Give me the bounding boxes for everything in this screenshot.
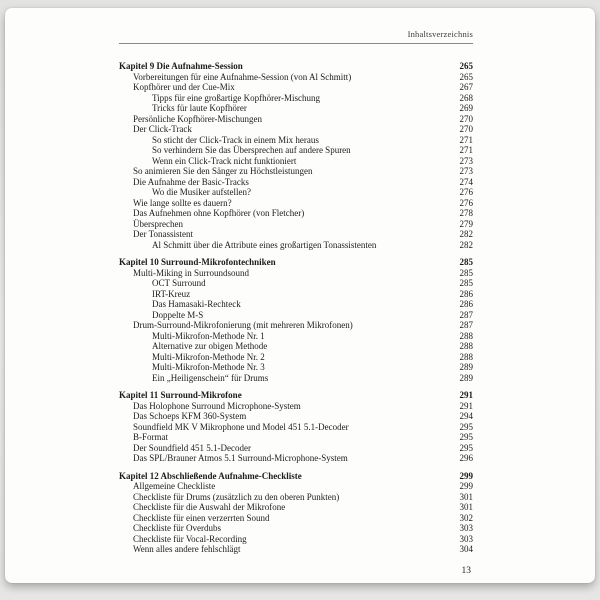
toc-entry-page-ref: 295 [459,432,473,442]
toc-entry-page-ref: 294 [459,411,473,421]
toc-entry-page-ref: 303 [459,523,473,533]
toc-entry-title: Wenn alles andere fehlschlägt [133,544,241,554]
toc-entry-row [119,523,473,534]
toc-entry-row [119,320,473,331]
toc-entry-row [119,422,473,433]
toc-entry-row [119,299,473,310]
toc-chapter-page-ref: 265 [459,61,473,71]
toc-entry-title: Checkliste für die Auswahl der Mikrofone [133,502,286,512]
toc-entry-title: Multi-Miking in Surroundsound [133,267,250,278]
toc-entry-row [119,432,473,443]
toc-entry-title: Das Hamasaki-Rechteck [152,299,241,309]
toc-entry-page-ref: 299 [459,481,473,491]
toc-entry-title: OCT Surround [152,278,206,288]
toc-entry-page-ref: 287 [459,309,473,320]
toc-entry-title: Allgemeine Checkliste [133,481,216,491]
toc-entry-page-ref: 270 [459,113,473,124]
toc-entry-row [119,401,473,412]
toc-entry-row [119,135,473,146]
toc-entry-page-ref: 285 [459,267,473,278]
toc-entry-page-ref: 295 [459,421,473,432]
toc-entry-row [119,373,473,384]
toc-entry-row [119,114,473,125]
toc-entry-page-ref: 271 [459,145,473,155]
toc-entry-row [119,156,473,167]
toc-entry-row [119,240,473,251]
toc-entry-row [119,124,473,135]
page-number: 13 [461,566,471,576]
toc-entry-row [119,443,473,454]
toc-entry-title: Der Soundfield 451 5.1-Decoder [133,442,251,453]
toc-entry-row [119,362,473,373]
toc-entry-page-ref: 289 [459,372,473,383]
toc-entry-title: Wo die Musiker aufstellen? [152,187,251,197]
toc-entry-page-ref: 278 [459,208,473,218]
toc-entry-title: B-Format [133,432,168,442]
toc-entry-page-ref: 301 [459,491,473,502]
toc-entry-title: Checkliste für Overdubs [133,523,221,533]
toc-entry-title: Das Holophone Surround Microphone-System [133,400,301,411]
toc-entry-page-ref: 279 [459,218,473,229]
running-header-title: Inhaltsverzeichnis [407,29,473,39]
toc-entry-page-ref: 276 [459,187,473,197]
toc-entry-row [119,502,473,513]
toc-entry-title: Checkliste für Drums (zusätzlich zu den oberen Punkten) [133,491,340,502]
toc-entry-row [119,492,473,503]
toc-entry-title: IRT-Kreuz [152,288,191,299]
toc-entry-title: Der Click-Track [133,124,192,134]
toc-entry-title: Die Aufnahme der Basic-Tracks [133,176,249,187]
toc-entry-page-ref: 295 [459,442,473,453]
toc-entry-page-ref: 301 [459,502,473,512]
toc-entry-title: Wenn ein Click-Track nicht funktioniert [152,155,297,166]
toc-entry-row [119,289,473,300]
toc-entry-row [119,341,473,352]
toc-entry-page-ref: 268 [459,92,473,103]
toc-entry-title: Vorbereitungen für eine Aufnahme-Session (von Al Schmitt) [133,71,352,82]
toc-entry-page-ref: 282 [459,229,473,239]
toc-entry-row [119,187,473,198]
toc-entry-row [119,453,473,464]
toc-chapter-page-ref: 299 [459,470,473,481]
toc-entry-page-ref: 288 [459,351,473,362]
toc-entry-row [119,229,473,240]
toc-entry-page-ref: 273 [459,166,473,176]
toc-entry-title: Das Schoeps KFM 360-System [133,411,247,421]
toc-entry-title: Ein „Heiligenschein“ für Drums [152,372,269,383]
toc-entry-page-ref: 274 [459,176,473,187]
toc-entry-title: Al Schmitt über die Attribute eines großartigen Tonassistenten [152,239,377,250]
toc-chapter-row [119,471,473,482]
toc-entry-title: Multi-Mikrofon-Methode Nr. 1 [152,330,265,341]
toc-entry-row [119,145,473,156]
toc-entry-page-ref: 296 [459,453,473,463]
toc-entry-title: Der Tonassistent [133,229,193,239]
toc-entry-row [119,310,473,321]
toc-entry-title: Multi-Mikrofon-Methode Nr. 3 [152,362,265,372]
toc-entry-page-ref: 271 [459,134,473,145]
toc-entry-page-ref: 287 [459,320,473,330]
toc-entry-page-ref: 304 [459,544,473,554]
toc-entry-title: Tipps für eine großartige Kopfhörer-Mischung [152,92,320,103]
toc-entry-page-ref: 270 [459,124,473,134]
toc-entry-page-ref: 302 [459,512,473,523]
toc-entry-page-ref: 286 [459,288,473,299]
toc-entry-page-ref: 273 [459,155,473,166]
toc-entry-row [119,268,473,279]
toc-entry-title: Soundfield MK V Mikrophone und Model 451 5.1-Decoder [133,421,349,432]
toc-entry-row [119,278,473,289]
toc-chapter-page-ref: 285 [459,257,473,267]
toc-chapter-row [119,390,473,401]
toc-entry-title: Kopfhörer und der Cue-Mix [133,82,235,92]
toc-entry-page-ref: 276 [459,197,473,208]
toc-entry-page-ref: 303 [459,533,473,544]
toc-entry-title: So verhindern Sie das Übersprechen auf andere Spuren [152,145,351,155]
toc-entry-row [119,208,473,219]
toc-entry-title: Tricks für laute Kopfhörer [152,103,247,113]
toc-entry-title: Persönliche Kopfhörer-Mischungen [133,113,263,124]
toc-entry-page-ref: 285 [459,278,473,288]
toc-chapter-row [119,61,473,72]
toc-entry-title: Alternative zur obigen Methode [152,341,268,351]
toc-list [119,61,473,555]
toc-entry-row [119,481,473,492]
running-header [119,28,473,40]
toc-entry-title: Das SPL/Brauner Atmos 5.1 Surround-Microphone-System [133,453,348,463]
toc-entry-row [119,72,473,83]
toc-entry-title: Doppelte M-S [152,309,204,320]
toc-chapter-title: Kapitel 11 Surround-Mikrofone [119,390,242,400]
toc-chapter-title: Kapitel 12 Abschließende Aufnahme-Checkliste [119,470,302,481]
toc-entry-title: Checkliste für Vocal-Recording [133,533,247,544]
toc-entry-row [119,534,473,545]
toc-entry-page-ref: 288 [459,330,473,341]
toc-page [5,8,595,583]
toc-entry-row [119,331,473,342]
toc-chapter-row [119,257,473,268]
toc-entry-row [119,513,473,524]
toc-entry-title: Übersprechen [133,218,183,229]
toc-entry-page-ref: 267 [459,82,473,92]
toc-entry-row [119,177,473,188]
toc-entry-title: Multi-Mikrofon-Methode Nr. 2 [152,351,265,362]
toc-entry-page-ref: 291 [459,400,473,411]
toc-chapter-title: Kapitel 10 Surround-Mikrofontechniken [119,257,276,267]
toc-chapter-title: Kapitel 9 Die Aufnahme-Session [119,61,243,71]
toc-entry-page-ref: 286 [459,299,473,309]
toc-entry-row [119,219,473,230]
toc-entry-row [119,82,473,93]
toc-entry-title: Wie lange sollte es dauern? [133,197,232,208]
toc-entry-row [119,93,473,104]
toc-entry-page-ref: 282 [459,239,473,250]
header-rule [119,43,473,44]
toc-entry-row [119,352,473,363]
toc-entry-row [119,411,473,422]
toc-entry-row [119,198,473,209]
toc-entry-page-ref: 265 [459,71,473,82]
toc-entry-row [119,103,473,114]
toc-chapter-page-ref: 291 [459,390,473,400]
toc-entry-row [119,166,473,177]
toc-entry-title: So sticht der Click-Track in einem Mix heraus [152,134,319,145]
toc-entry-page-ref: 289 [459,362,473,372]
toc-entry-page-ref: 288 [459,341,473,351]
toc-entry-title: Drum-Surround-Mikrofonierung (mit mehreren Mikrofonen) [133,320,353,330]
toc-entry-title: So animieren Sie den Sänger zu Höchstleistungen [133,166,313,176]
toc-entry-title: Das Aufnehmen ohne Kopfhörer (von Fletcher) [133,208,305,218]
toc-entry-row [119,544,473,555]
toc-entry-title: Checkliste für einen verzerrten Sound [133,512,270,523]
toc-entry-page-ref: 269 [459,103,473,113]
